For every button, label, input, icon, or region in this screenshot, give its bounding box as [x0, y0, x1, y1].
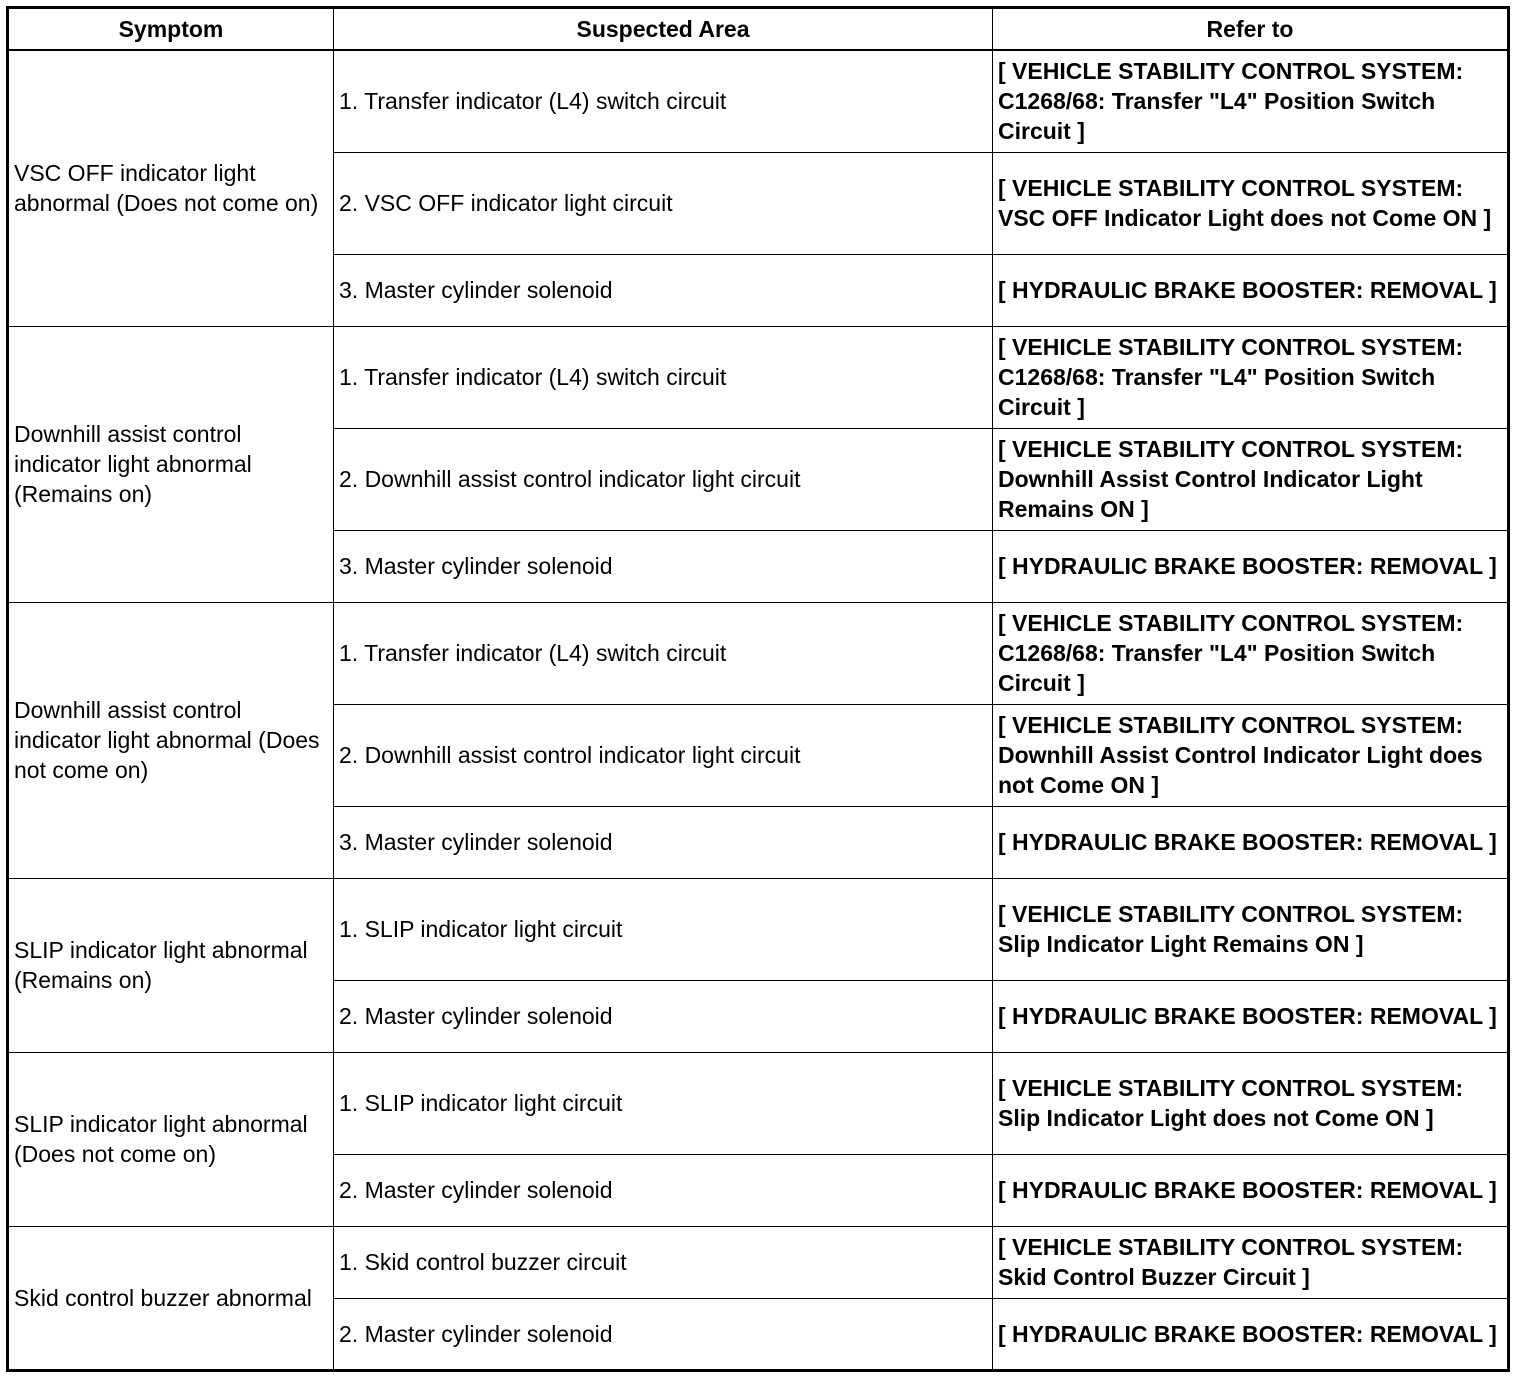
header-row: [8, 8, 1509, 51]
suspected-area-cell: 2. Master cylinder solenoid: [334, 1154, 993, 1226]
suspected-area-cell: 1. SLIP indicator light circuit: [334, 1052, 993, 1154]
suspected-area-cell: 1. Skid control buzzer circuit: [334, 1226, 993, 1298]
symptom-cell: VSC OFF indicator light abnormal (Does not come on): [8, 50, 334, 326]
suspected-area-cell: 2. Master cylinder solenoid: [334, 980, 993, 1052]
refer-to-cell: [ VEHICLE STABILITY CONTROL SYSTEM: C1268/68: Transfer "L4" Position Switch Circuit ]: [993, 602, 1509, 704]
refer-to-cell: [ VEHICLE STABILITY CONTROL SYSTEM: C1268/68: Transfer "L4" Position Switch Circuit ]: [993, 326, 1509, 428]
refer-to-cell: [ HYDRAULIC BRAKE BOOSTER: REMOVAL ]: [993, 530, 1509, 602]
refer-to-cell: [ VEHICLE STABILITY CONTROL SYSTEM: C1268/68: Transfer "L4" Position Switch Circuit ]: [993, 50, 1509, 152]
refer-to-cell: [ HYDRAULIC BRAKE BOOSTER: REMOVAL ]: [993, 254, 1509, 326]
symptom-table: [6, 6, 1510, 1372]
symptom-cell: SLIP indicator light abnormal (Does not come on): [8, 1052, 334, 1226]
refer-to-cell: [ HYDRAULIC BRAKE BOOSTER: REMOVAL ]: [993, 806, 1509, 878]
header-refer-to: Refer to: [993, 8, 1509, 51]
table-row: [8, 50, 1509, 152]
refer-to-cell: [ VEHICLE STABILITY CONTROL SYSTEM: Slip Indicator Light Remains ON ]: [993, 878, 1509, 980]
table-row: [8, 602, 1509, 704]
header-symptom: Symptom: [8, 8, 334, 51]
suspected-area-cell: 1. Transfer indicator (L4) switch circuit: [334, 326, 993, 428]
refer-to-cell: [ VEHICLE STABILITY CONTROL SYSTEM: Skid Control Buzzer Circuit ]: [993, 1226, 1509, 1298]
symptom-cell: Downhill assist control indicator light abnormal (Does not come on): [8, 602, 334, 878]
refer-to-cell: [ VEHICLE STABILITY CONTROL SYSTEM: VSC OFF Indicator Light does not Come ON ]: [993, 152, 1509, 254]
suspected-area-cell: 2. Downhill assist control indicator light circuit: [334, 428, 993, 530]
suspected-area-cell: 3. Master cylinder solenoid: [334, 254, 993, 326]
suspected-area-cell: 3. Master cylinder solenoid: [334, 806, 993, 878]
refer-to-cell: [ HYDRAULIC BRAKE BOOSTER: REMOVAL ]: [993, 980, 1509, 1052]
symptom-cell: SLIP indicator light abnormal (Remains on): [8, 878, 334, 1052]
suspected-area-cell: 1. Transfer indicator (L4) switch circuit: [334, 50, 993, 152]
symptom-cell: Skid control buzzer abnormal: [8, 1226, 334, 1370]
refer-to-cell: [ VEHICLE STABILITY CONTROL SYSTEM: Slip Indicator Light does not Come ON ]: [993, 1052, 1509, 1154]
suspected-area-cell: 2. Master cylinder solenoid: [334, 1298, 993, 1370]
table-row: [8, 1052, 1509, 1154]
table-row: [8, 878, 1509, 980]
symptom-cell: Downhill assist control indicator light abnormal (Remains on): [8, 326, 334, 602]
table-row: [8, 326, 1509, 428]
suspected-area-cell: 2. VSC OFF indicator light circuit: [334, 152, 993, 254]
header-suspected-area: Suspected Area: [334, 8, 993, 51]
table-row: [8, 1226, 1509, 1298]
suspected-area-cell: 1. SLIP indicator light circuit: [334, 878, 993, 980]
suspected-area-cell: 1. Transfer indicator (L4) switch circuit: [334, 602, 993, 704]
refer-to-cell: [ VEHICLE STABILITY CONTROL SYSTEM: Downhill Assist Control Indicator Light Remains ON ]: [993, 428, 1509, 530]
suspected-area-cell: 2. Downhill assist control indicator light circuit: [334, 704, 993, 806]
refer-to-cell: [ VEHICLE STABILITY CONTROL SYSTEM: Downhill Assist Control Indicator Light does not Come ON ]: [993, 704, 1509, 806]
refer-to-cell: [ HYDRAULIC BRAKE BOOSTER: REMOVAL ]: [993, 1298, 1509, 1370]
refer-to-cell: [ HYDRAULIC BRAKE BOOSTER: REMOVAL ]: [993, 1154, 1509, 1226]
suspected-area-cell: 3. Master cylinder solenoid: [334, 530, 993, 602]
